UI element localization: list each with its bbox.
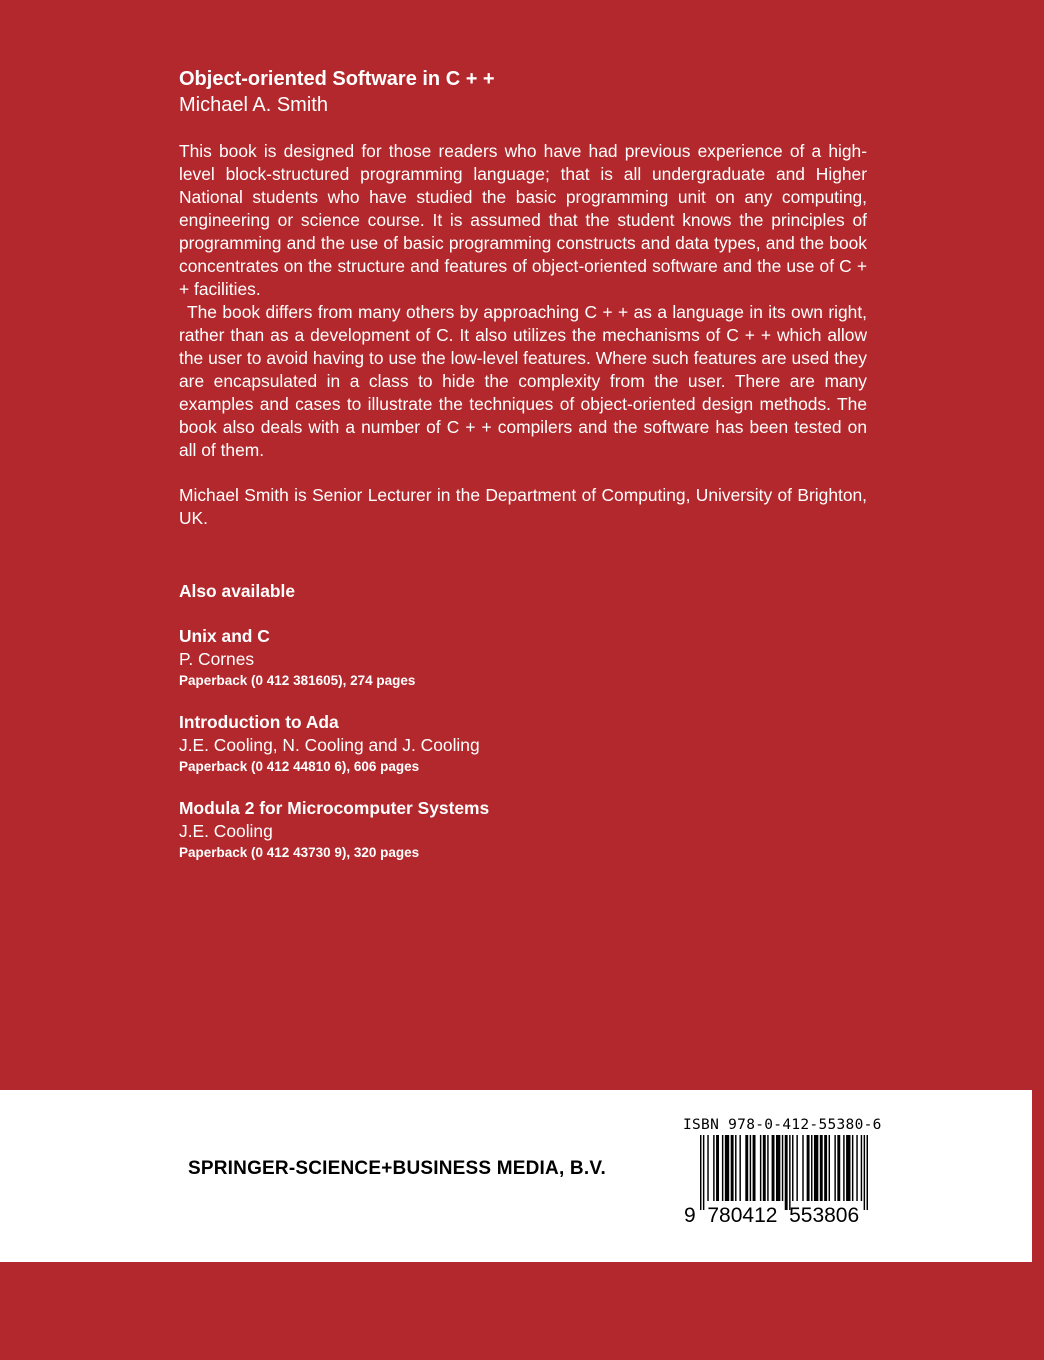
related-book-title: Unix and C <box>179 626 270 646</box>
related-book-author: P. Cornes <box>179 649 255 669</box>
also-available-heading: Also available <box>179 581 295 601</box>
back-cover-content <box>179 66 867 863</box>
related-book <box>179 711 867 777</box>
isbn-text: ISBN 978-0-412-55380-6 <box>683 1117 882 1133</box>
related-book-title: Introduction to Ada <box>179 712 339 732</box>
description-paragraph: This book is designed for those readers who have had previous experience of a high-level block-structured programming language; that is all undergraduate and Higher National students who have studied the basic programming unit on any computing, engineering or science course. It is assumed that the student knows the principles of programming and the use of basic programming constructs and data types, and the book concentrates on the structure and features of object-oriented software and the use of C + + facilities. <box>179 141 867 299</box>
related-book-title: Modula 2 for Microcomputer Systems <box>179 798 490 818</box>
related-book-info: Paperback (0 412 43730 9), 320 pages <box>179 845 420 860</box>
publisher-name: SPRINGER-SCIENCE+BUSINESS MEDIA, B.V. <box>188 1158 606 1179</box>
book-author: Michael A. Smith <box>179 94 328 116</box>
description-paragraph: The book differs from many others by approaching C + + as a language in its own right, rather than as a development of C. It also utilizes the mechanisms of C + + which allow the user to avoid having to use the low-level features. Where such features are used they are encapsulated in a class to hide the complexity from the user. There are many examples and cases to illustrate the techniques of object-oriented design methods. The book also deals with a number of C + + compilers and the software has been tested on all of them. <box>179 302 867 460</box>
related-book <box>179 625 867 691</box>
book-description <box>179 140 867 462</box>
ean-digits: 9 780412 553806 <box>684 1204 860 1227</box>
related-book-author: J.E. Cooling, N. Cooling and J. Cooling <box>179 735 480 755</box>
related-book-author: J.E. Cooling <box>179 821 273 841</box>
barcode-icon <box>700 1135 868 1210</box>
book-title: Object-oriented Software in C + + <box>179 68 495 90</box>
footer-band <box>0 1090 1032 1262</box>
author-bio: Michael Smith is Senior Lecturer in the Department of Computing, University of Brighton, UK. <box>179 485 867 528</box>
related-book <box>179 797 867 863</box>
related-book-info: Paperback (0 412 44810 6), 606 pages <box>179 759 420 774</box>
related-book-info: Paperback (0 412 381605), 274 pages <box>179 673 416 688</box>
